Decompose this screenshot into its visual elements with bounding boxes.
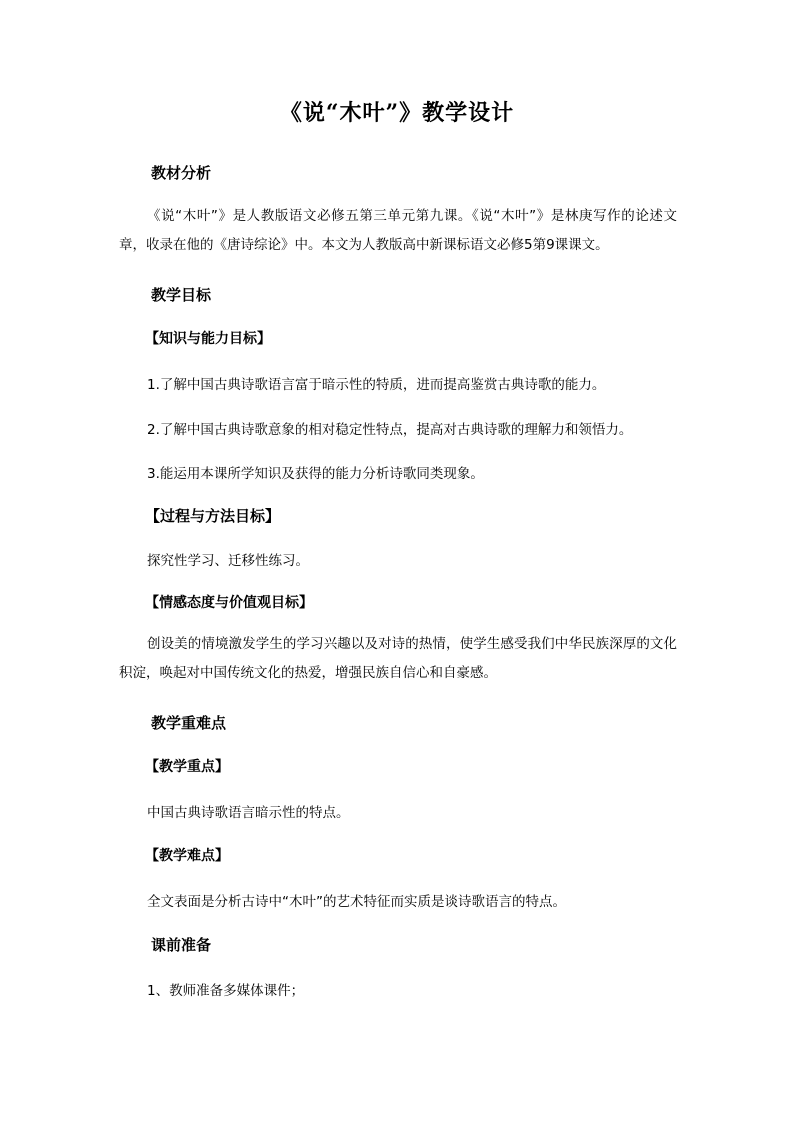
section-heading-keypoints: 教学重难点 [151,714,227,732]
section-heading-material: 教材分析 [151,164,212,182]
section-heading-prep: 课前准备 [151,936,212,954]
knowledge-goal-item-3: 3.能运用本课所学知识及获得的能力分析诗歌同类现象。 [147,466,484,482]
emotion-goal-paragraph: 创设美的情境激发学生的学习兴趣以及对诗的热情，使学生感受我们中华民族深厚的文化积淀，唤起对中国传统文化的热爱，增强民族自信心和自豪感。 [119,636,677,681]
section-heading-goals: 教学目标 [151,286,212,304]
process-goal-label: 【过程与方法目标】 [145,507,281,525]
focus-text: 中国古典诗歌语言暗示性的特点。 [147,805,350,821]
prep-item-1: 1、教师准备多媒体课件； [147,983,305,999]
difficulty-text: 全文表面是分析古诗中“木叶”的艺术特征而实质是谈诗歌语言的特点。 [147,894,566,910]
page-title: 《说“木叶”》教学设计 [279,100,515,126]
knowledge-goal-item-1: 1.了解中国古典诗歌语言富于暗示性的特质，进而提高鉴赏古典诗歌的能力。 [147,377,606,393]
focus-label: 【教学重点】 [145,759,229,775]
difficulty-label: 【教学难点】 [145,848,229,864]
knowledge-goal-label: 【知识与能力目标】 [145,331,271,347]
material-paragraph: 《说“木叶”》是人教版语文必修五第三单元第九课。《说“木叶”》是林庚写作的论述文章，收录在他的《唐诗综论》中。本文为人教版高中新课标语文必修5第9课课文。 [119,208,677,253]
process-goal-text: 探究性学习、迁移性练习。 [147,553,309,569]
knowledge-goal-item-2: 2.了解中国古典诗歌意象的相对稳定性特点，提高对古典诗歌的理解力和领悟力。 [147,422,633,438]
emotion-goal-label: 【情感态度与价值观目标】 [145,595,313,611]
